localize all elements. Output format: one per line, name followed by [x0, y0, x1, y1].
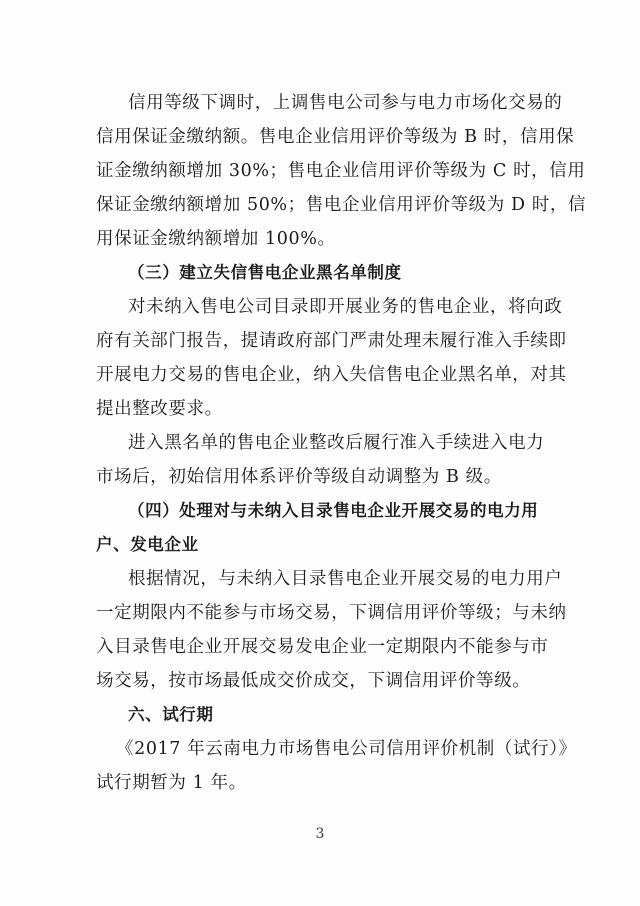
page-number: 3	[315, 826, 325, 842]
paragraph-line: 用保证金缴纳额增加 100%。	[96, 229, 336, 249]
section-heading: 六、试行期	[128, 705, 214, 724]
paragraph-line: 一定期限内不能参与市场交易，下调信用评价等级；与未纳	[96, 603, 567, 623]
paragraph-line: 府有关部门报告，提请政府部门严肃处理未履行准入手续即	[96, 331, 567, 351]
paragraph-line: 试行期暂为 1 年。	[96, 773, 247, 793]
section-heading: （四）处理对与未纳入目录售电企业开展交易的电力用	[128, 501, 539, 520]
section-heading: （三）建立失信售电企业黑名单制度	[128, 263, 402, 282]
paragraph-line: 场交易，按市场最低成交价成交，下调信用评价等级。	[96, 671, 531, 691]
paragraph-line: 市场后，初始信用体系评价等级自动调整为 B 级。	[96, 467, 502, 487]
paragraph-line: 对未纳入售电公司目录即开展业务的售电企业，将向政	[128, 297, 563, 317]
paragraph-line: 信用保证金缴纳额。售电企业信用评价等级为 B 时，信用保	[96, 127, 575, 147]
paragraph-line: 提出整改要求。	[96, 399, 223, 419]
paragraph-line: 保证金缴纳额增加 50%；售电企业信用评价等级为 D 时，信	[96, 195, 587, 215]
paragraph-line: 进入黑名单的售电企业整改后履行准入手续进入电力	[128, 433, 545, 453]
paragraph-line: 入目录售电企业开展交易发电企业一定期限内不能参与市	[96, 637, 549, 657]
paragraph-line: 证金缴纳额增加 30%；售电企业信用评价等级为 C 时，信用	[96, 161, 586, 181]
section-heading: 户、发电企业	[96, 535, 199, 554]
paragraph-line: 《2017 年云南电力市场售电公司信用评价机制（试行）》	[116, 739, 577, 759]
paragraph-line: 开展电力交易的售电企业，纳入失信售电企业黑名单，对其	[96, 365, 567, 385]
paragraph-line: 信用等级下调时，上调售电公司参与电力市场化交易的	[128, 93, 563, 113]
paragraph-line: 根据情况，与未纳入目录售电企业开展交易的电力用户	[128, 569, 563, 589]
